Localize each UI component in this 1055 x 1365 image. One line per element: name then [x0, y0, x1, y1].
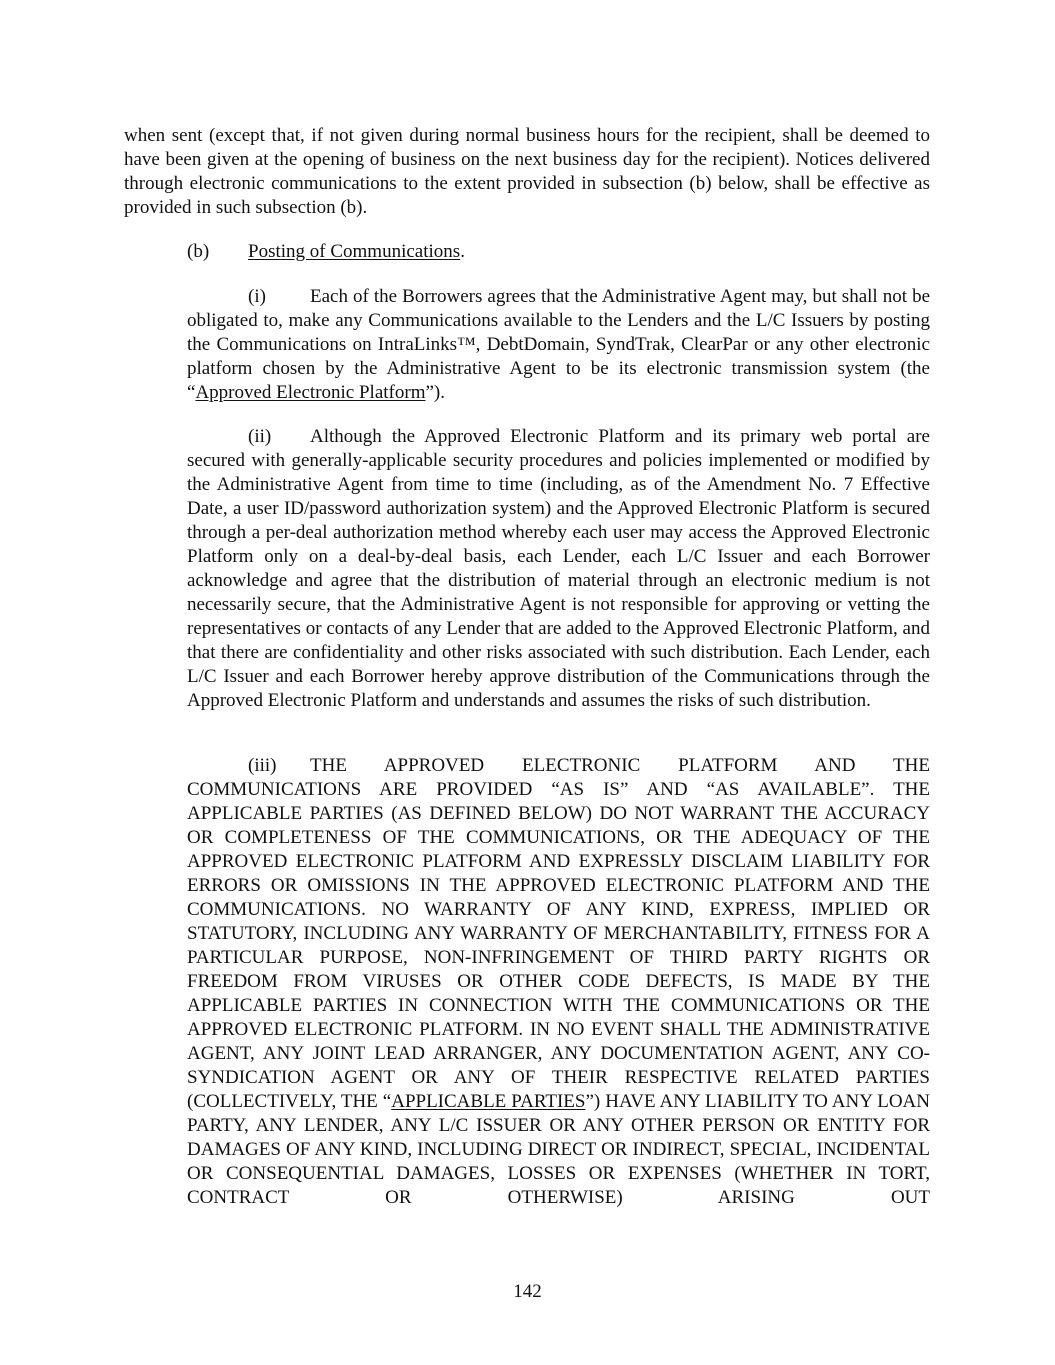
section-b-heading: [187, 240, 887, 264]
paragraph-ii-number: (ii): [248, 426, 272, 447]
paragraph-iii-defined-term: APPLICABLE PARTIES: [391, 1091, 586, 1112]
paragraph-i-defined-term: Approved Electronic Platform: [195, 382, 426, 403]
section-b-title: Posting of Communications: [248, 241, 461, 262]
paragraph-iii: [187, 754, 930, 1210]
paragraph-i-text-before: Each of the Borrowers agrees that the Administrative Agent may, but shall not be obligated to, make any Communications available to the Lenders and the L/C Issuers by posting the Communications on IntraLinks™, DebtDomain, SyndTrak, ClearPar or any other electronic platform chosen by the Administrative Agent to be its electronic transmission system (the “: [187, 286, 930, 403]
page-number: 142: [513, 1281, 542, 1302]
paragraph-iii-text-before: THE APPROVED ELECTRONIC PLATFORM AND THE COMMUNICATIONS ARE PROVIDED “AS IS” AND “AS AVAILABLE”. THE APPLICABLE PARTIES (AS DEFINED BELOW) DO NOT WARRANT THE ACCURACY OR COMPLETENESS OF THE COMMUNICATIONS, OR THE ADEQUACY OF THE APPROVED ELECTRONIC PLATFORM AND EXPRESSLY DISCLAIM LIABILITY FOR ERRORS OR OMISSIONS IN THE APPROVED ELECTRONIC PLATFORM AND THE COMMUNICATIONS. NO WARRANTY OF ANY KIND, EXPRESS, IMPLIED OR STATUTORY, INCLUDING ANY WARRANTY OF MERCHANTABILITY, FITNESS FOR A PARTICULAR PURPOSE, NON-INFRINGEMENT OF THIRD PARTY RIGHTS OR FREEDOM FROM VIRUSES OR OTHER CODE DEFECTS, IS MADE BY THE APPLICABLE PARTIES IN CONNECTION WITH THE COMMUNICATIONS OR THE APPROVED ELECTRONIC PLATFORM. IN NO EVENT SHALL THE ADMINISTRATIVE AGENT, ANY JOINT LEAD ARRANGER, ANY DOCUMENTATION AGENT, ANY CO-SYNDICATION AGENT OR ANY OF THEIR RESPECTIVE RELATED PARTIES (COLLECTIVELY, THE “: [187, 755, 930, 1112]
paragraph-iii-text-after: ”) HAVE ANY LIABILITY TO ANY LOAN PARTY, ANY LENDER, ANY L/C ISSUER OR ANY OTHER PERSON OR ENTITY FOR DAMAGES OF ANY KIND, INCLUDING DIRECT OR INDIRECT, SPECIAL, INCIDENTAL OR CONSEQUENTIAL DAMAGES, LOSSES OR EXPENSES (WHETHER IN TORT, CONTRACT OR OTHERWISE) ARISING OUT: [187, 1091, 930, 1208]
intro-paragraph: when sent (except that, if not given during normal business hours for the recipient, shall be deemed to have been given at the opening of business on the next business day for the recipient). Notices delivered through electronic communications to the extent provided in subsection (b) below, shall be effective as provided in such subsection (b).: [124, 125, 930, 218]
paragraph-ii-text: Although the Approved Electronic Platform and its primary web portal are secured with generally-applicable security procedures and policies implemented or modified by the Administrative Agent from time to time (including, as of the Amendment No. 7 Effective Date, a user ID/password authorization system) and the Approved Electronic Platform is secured through a per-deal authorization method whereby each user may access the Approved Electronic Platform only on a deal-by-deal basis, each Lender, each L/C Issuer and each Borrower acknowledge and agree that the distribution of material through an electronic medium is not necessarily secure, that the Administrative Agent is not responsible for approving or vetting the representatives or contacts of any Lender that are added to the Approved Electronic Platform, and that there are confidentiality and other risks associated with such distribution. Each Lender, each L/C Issuer and each Borrower hereby approve distribution of the Communications through the Approved Electronic Platform and understands and assumes the risks of such distribution.: [187, 426, 930, 711]
section-b-number: (b): [187, 241, 210, 262]
paragraph-i-text-after: ”).: [425, 382, 445, 403]
paragraph-i-number: (i): [248, 286, 266, 307]
paragraph-ii: [187, 425, 930, 713]
paragraph-i: [187, 285, 930, 405]
paragraph-iii-number: (iii): [248, 755, 277, 776]
section-b-title-suffix: .: [460, 241, 465, 262]
